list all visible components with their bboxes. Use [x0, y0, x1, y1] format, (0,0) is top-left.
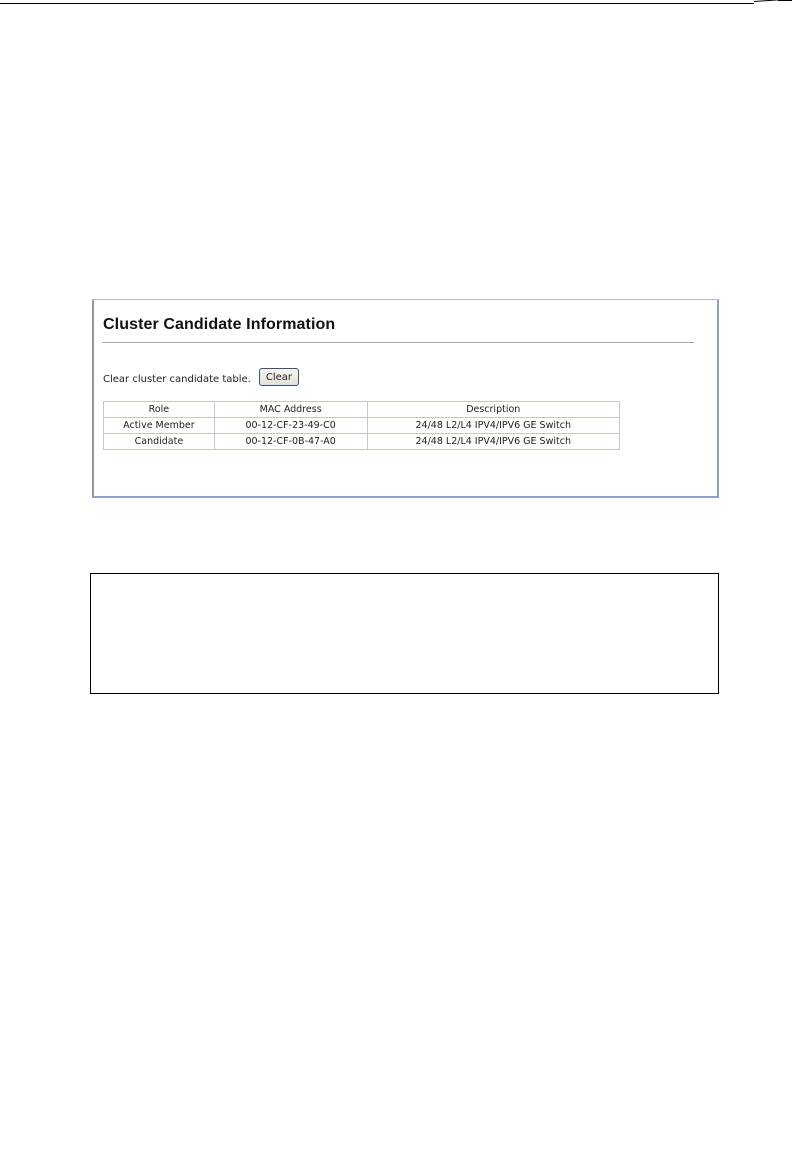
table-row	[104, 434, 620, 450]
column-header-description: Description	[367, 402, 620, 418]
note-box	[90, 573, 719, 694]
cluster-candidate-panel	[92, 299, 719, 498]
title-divider	[102, 342, 694, 343]
column-header-role: Role	[104, 402, 215, 418]
clear-button[interactable]: Clear	[259, 368, 299, 386]
cell-description: 24/48 L2/L4 IPV4/IPV6 GE Switch	[367, 418, 620, 434]
header-line	[0, 3, 754, 4]
cell-role: Candidate	[104, 434, 215, 450]
column-header-mac-address: MAC Address	[214, 402, 367, 418]
header-line-rise	[754, 0, 778, 2]
header-line-end	[778, 0, 792, 1]
table-row	[104, 418, 620, 434]
cell-mac-address: 00-12-CF-0B-47-A0	[214, 434, 367, 450]
cell-role: Active Member	[104, 418, 215, 434]
clear-row	[103, 366, 299, 388]
panel-left-edge	[92, 300, 94, 497]
table-header-row	[104, 402, 620, 418]
page-header-rule	[0, 0, 792, 8]
page-title: Cluster Candidate Information	[103, 316, 336, 333]
cluster-candidate-table	[103, 401, 620, 450]
cell-mac-address: 00-12-CF-23-49-C0	[214, 418, 367, 434]
clear-table-label: Clear cluster candidate table.	[103, 374, 251, 385]
cell-description: 24/48 L2/L4 IPV4/IPV6 GE Switch	[367, 434, 620, 450]
